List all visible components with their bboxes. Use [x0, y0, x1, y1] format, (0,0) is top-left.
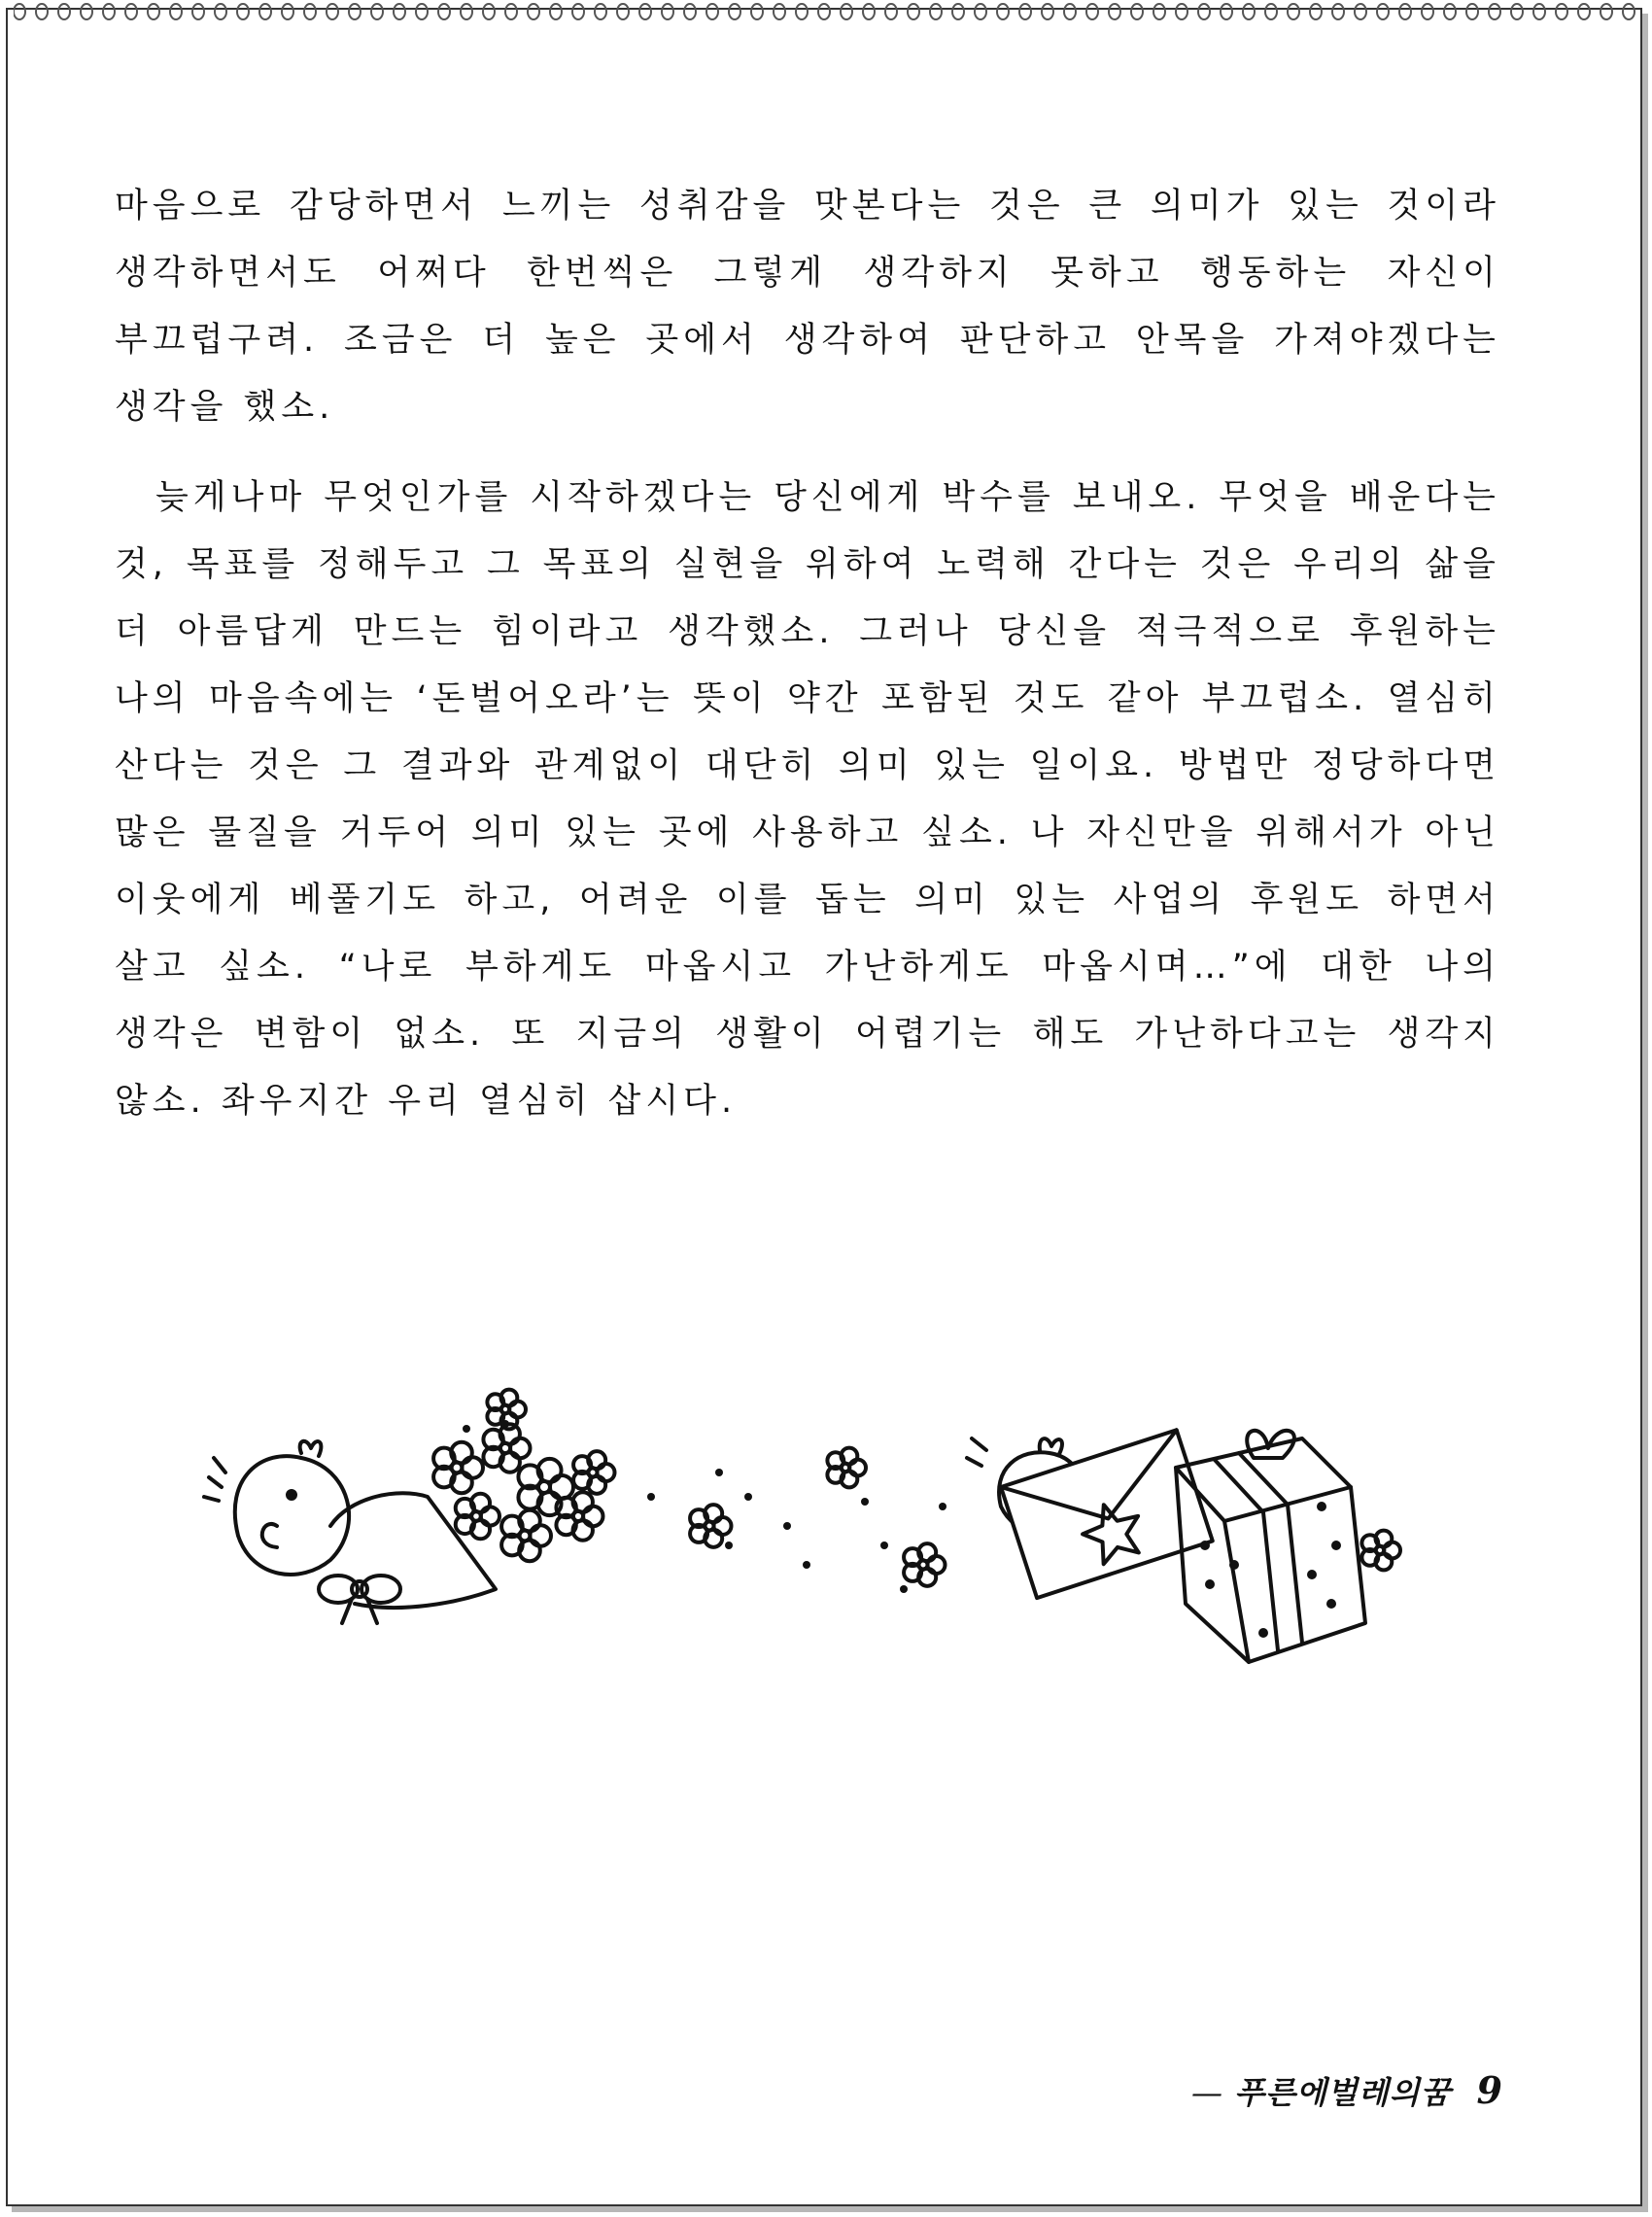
book-title: — 푸른에벌레의꿈	[1191, 2068, 1452, 2113]
flower-icon	[433, 1442, 483, 1493]
chick-icon	[204, 1441, 349, 1575]
page-footer	[1191, 2068, 1502, 2113]
flower-icon	[827, 1448, 866, 1488]
spiral-binding-icon	[14, 0, 1638, 25]
flower-icon	[690, 1505, 731, 1547]
paragraph-1: 마음으로 감당하면서 느끼는 성취감을 맛본다는 것은 큰 의미가 있는 것이라 생각하면서도 어쩌다 한번씩은 그렇게 생각하지 못하고 행동하는 자신이 부끄럽구려. 조금은 더 높은 곳에서 생각하여 판단하고 안목을 가져야겠다는 생각을 했소.	[115, 187, 1500, 427]
flower-icon	[1361, 1531, 1400, 1571]
paragraph-2: 늦게나마 무엇인가를 시작하겠다는 당신에게 박수를 보내오. 무엇을 배운다는 것, 목표를 정해두고 그 목표의 실현을 위하여 노력해 간다는 것은 우리의 삶을 더 아름답게 만드는 힘이라고 생각했소. 그러나 당신을 적극적으로 후원하는 나의 마음속에는 ‘돈벌어오라’는 뜻이 약간 포함된 것도 같아 부끄럽소. 열심히 산다는 것은 그 결과와 관계없이 대단히 의미 있는 일이요. 방법만 정당하다면 많은 물질을 거두어 의미 있는 곳에 사용하고 싶소. 나 자신만을 위해서가 아닌 이웃에게 베풀기도 하고, 어려운 이를 돕는 의미 있는 사업의 후원도 하면서 살고 싶소. “나로 부하게도 마옵시고 가난하게도 마옵시며…”에 대한 나의 생각은 변함이 없소. 또 지금의 생활이 어렵기는 해도 가난하다고는 생각지 않소. 좌우지간 우리 열심히 삽시다.	[115, 478, 1500, 1121]
flower-icon	[501, 1510, 551, 1561]
page-number: 9	[1476, 2068, 1502, 2112]
letter-body	[115, 173, 1500, 1135]
flower-bouquet-icon	[319, 1390, 615, 1623]
flower-icon	[456, 1494, 499, 1540]
flower-icon	[573, 1451, 614, 1494]
gift-box-icon	[1176, 1431, 1365, 1662]
illustration	[185, 1380, 1448, 1701]
flower-icon	[556, 1492, 602, 1541]
flower-icon	[518, 1459, 573, 1515]
flower-icon	[904, 1543, 945, 1586]
flower-icon	[483, 1424, 530, 1472]
